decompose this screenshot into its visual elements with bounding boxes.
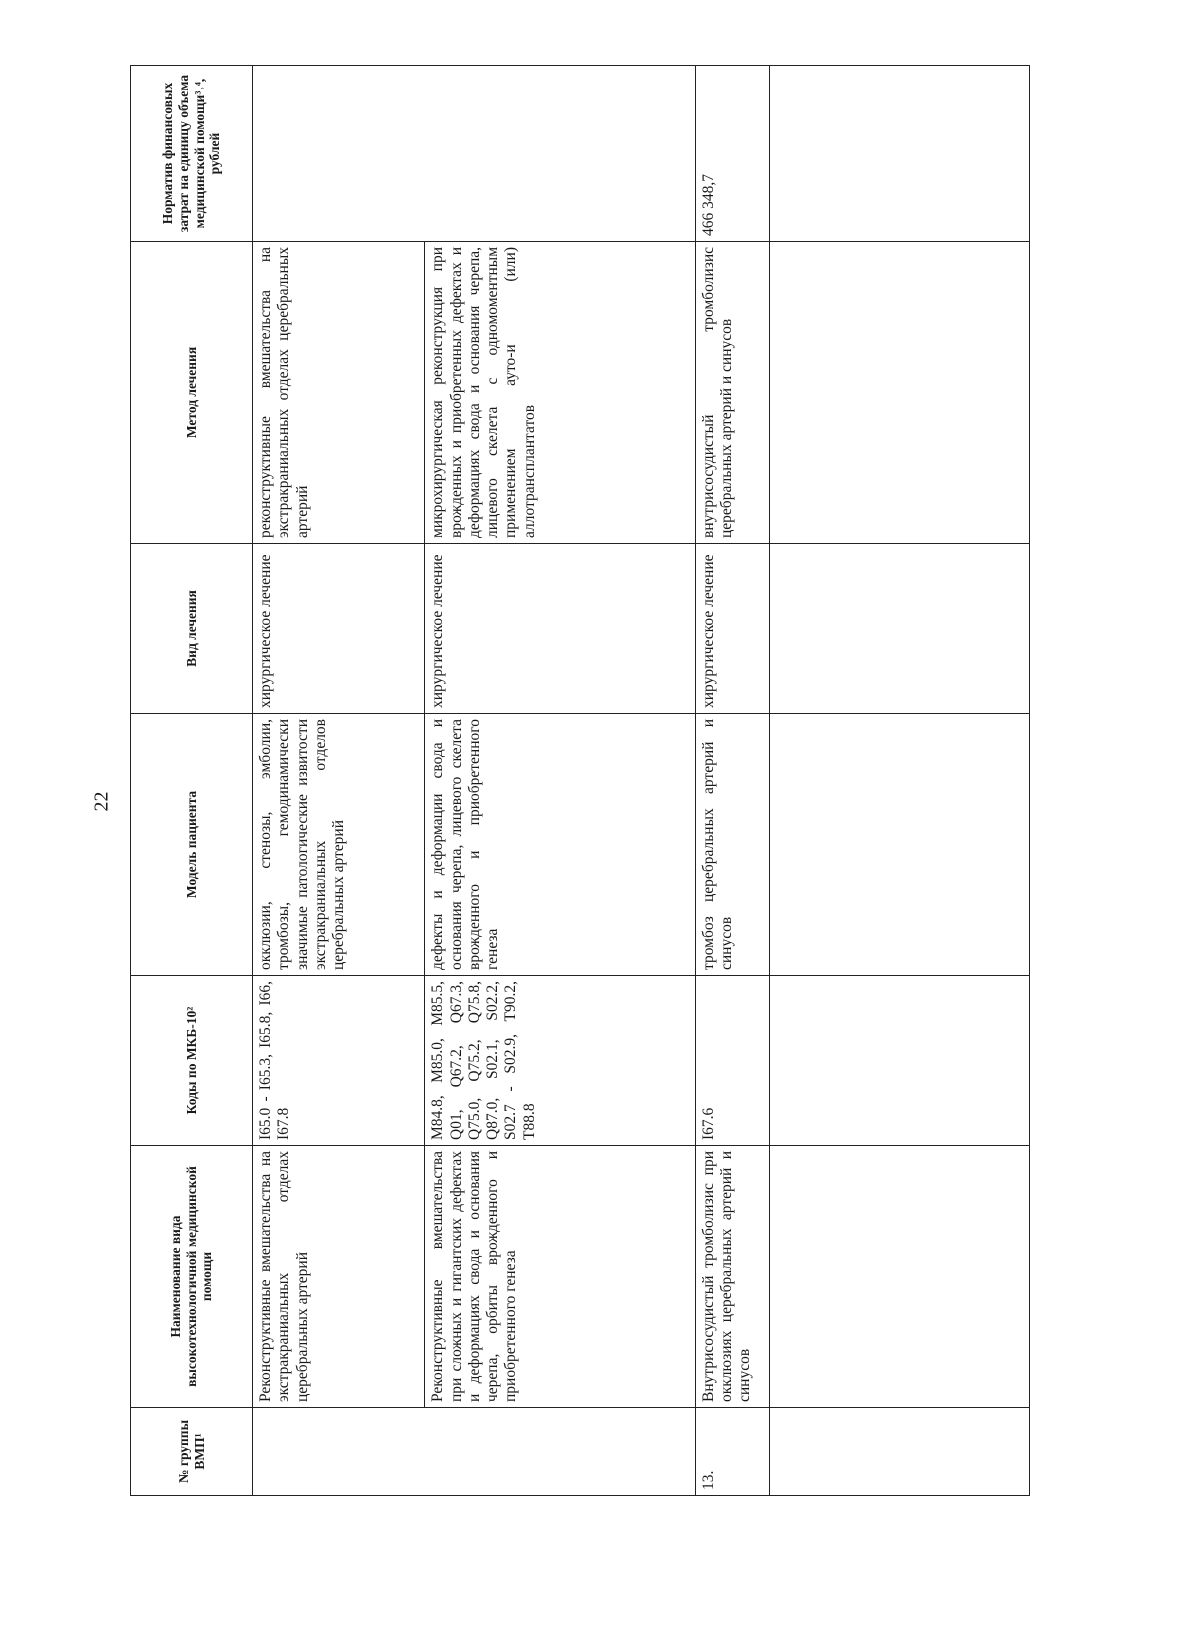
page-number: 22 (90, 791, 113, 812)
cell-group: 13. (695, 1408, 769, 1496)
header-type: Вид лечения (131, 544, 253, 714)
header-name: Наименование вида высокотехнологичной медицинской помощи (131, 1146, 253, 1408)
cell-type: хирургическое лечение (695, 544, 769, 714)
cell-empty (769, 1146, 1029, 1408)
cell-norm: 466 348,7 (695, 66, 769, 242)
vmp-table (130, 65, 1030, 1496)
cell-empty (769, 714, 1029, 976)
cell-type: хирургическое лечение (425, 544, 695, 714)
cell-empty (769, 66, 1029, 242)
cell-model: окклюзии, стенозы, эмболии, тромбозы, гемодинамически значимые патологические извитости экстракраниальных отделов церебральных артерий (253, 714, 425, 976)
cell-name: Реконструктивные вмешательства на экстракраниальных отделах церебральных артерий (253, 1146, 425, 1408)
table-row (695, 66, 769, 1496)
cell-model: дефекты и деформации свода и основания черепа, лицевого скелета врожденного и приобретенного генеза (425, 714, 695, 976)
header-codes: Коды по МКБ-10² (131, 976, 253, 1146)
document-page (130, 66, 1030, 1496)
rotated-table-container (130, 66, 1030, 1496)
cell-method: микрохирургическая реконструкция при врожденных и приобретенных дефектах и деформациях свода и основания черепа, лицевого скелета с одномоментным применением ауто-и (или) аллотрансплантатов (425, 242, 695, 544)
table-header-row (131, 66, 253, 1496)
cell-empty (769, 976, 1029, 1146)
cell-codes: I67.6 (695, 976, 769, 1146)
cell-method: внутрисосудистый тромболизис церебральных артерий и синусов (695, 242, 769, 544)
cell-codes: M84.8, M85.0, M85.5, Q01, Q67.2, Q67.3, Q75.0, Q75.2, Q75.8, Q87.0, S02.1, S02.2, S02.7 - S02.9, T90.2, T88.8 (425, 976, 695, 1146)
cell-name: Реконструктивные вмешательства при сложных и гигантских дефектах и деформациях свода и основания черепа, орбиты врожденного и приобретенного генеза (425, 1146, 695, 1408)
cell-group (253, 1408, 696, 1496)
table-row-continuation (769, 66, 1029, 1496)
header-norm: Норматив финансовых затрат на единицу объема медицинской помощи³˒⁴, рублей (131, 66, 253, 242)
cell-codes: I65.0 - I65.3, I65.8, I66, I67.8 (253, 976, 425, 1146)
cell-empty (769, 1408, 1029, 1496)
table-row (253, 66, 425, 1496)
header-group: № группы ВМП¹ (131, 1408, 253, 1496)
cell-norm (253, 66, 696, 242)
header-model: Модель пациента (131, 714, 253, 976)
header-method: Метод лечения (131, 242, 253, 544)
cell-method: реконструктивные вмешательства на экстракраниальных отделах церебральных артерий (253, 242, 425, 544)
cell-name: Внутрисосудистый тромболизис при окклюзиях церебральных артерий и синусов (695, 1146, 769, 1408)
cell-empty (769, 242, 1029, 544)
cell-empty (769, 544, 1029, 714)
cell-model: тромбоз церебральных артерий и синусов (695, 714, 769, 976)
table-row (425, 66, 695, 1496)
cell-type: хирургическое лечение (253, 544, 425, 714)
